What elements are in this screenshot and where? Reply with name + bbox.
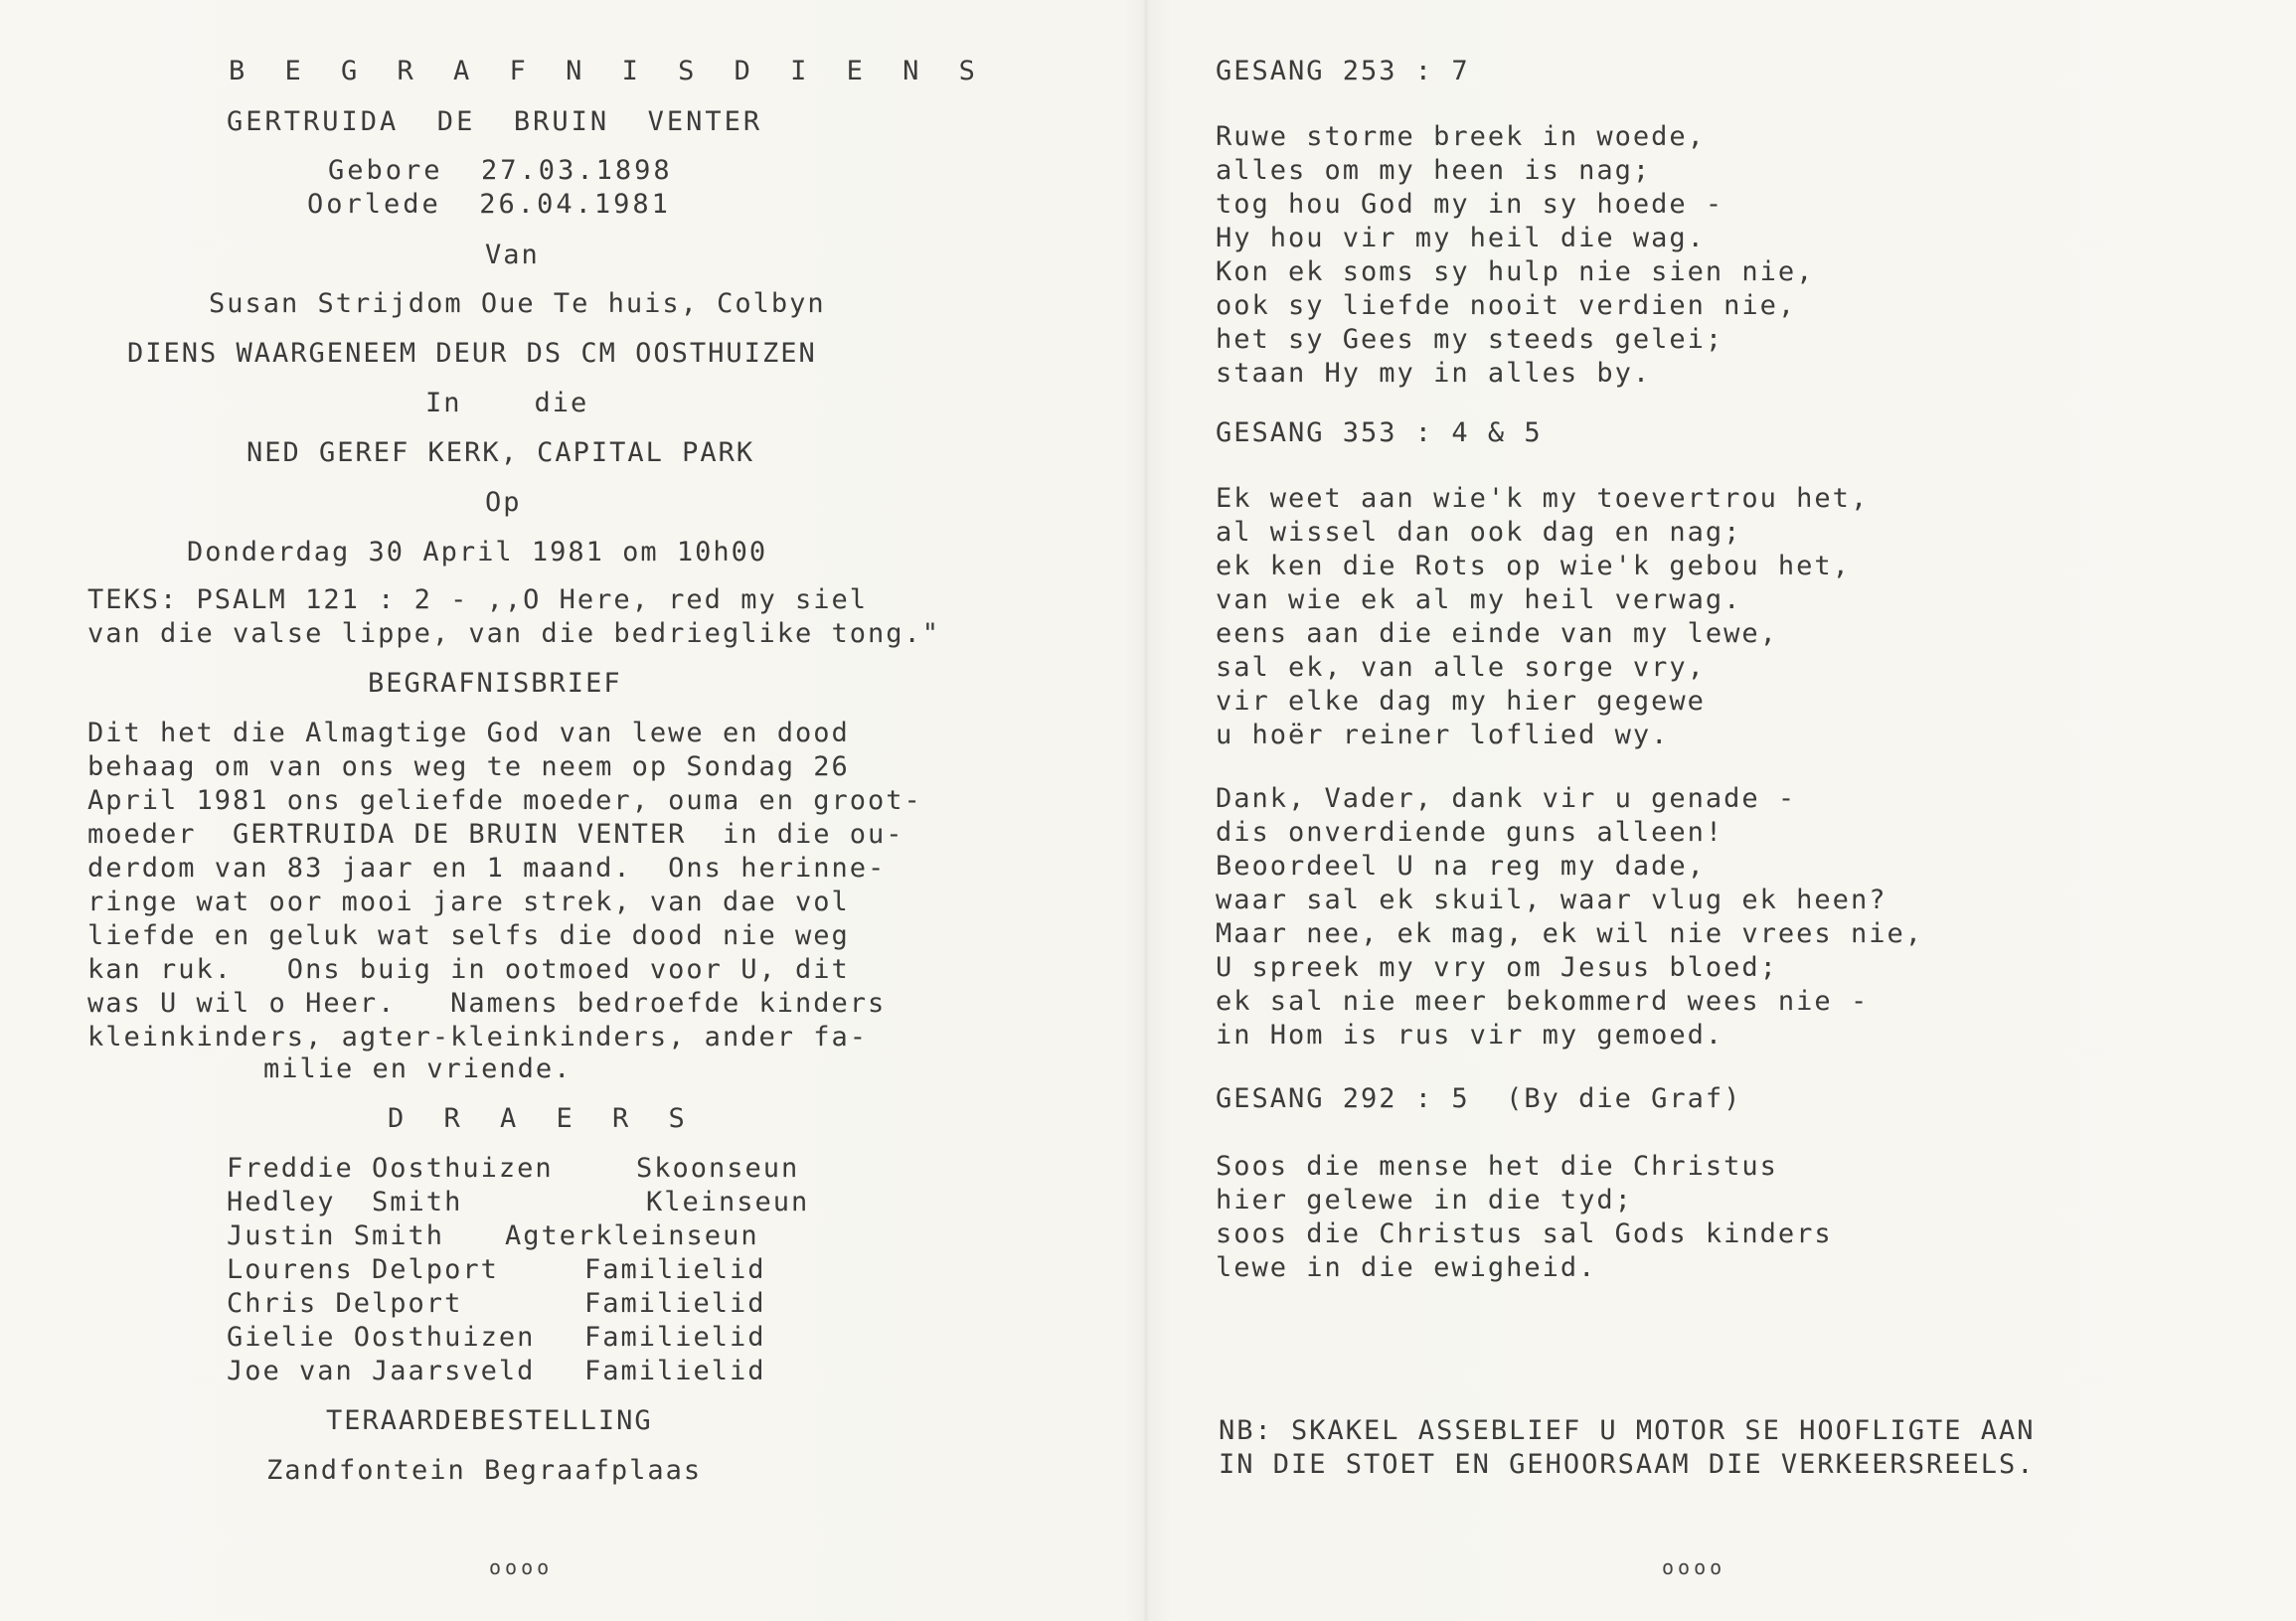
letter-line: liefde en geluk wat selfs die dood nie weg [87,920,850,951]
scripture-line-2: van die valse lippe, van die bedrieglike tong." [87,618,941,649]
letter-heading: BEGRAFNISBRIEF [368,668,622,699]
hymn-line: hier gelewe in die tyd; [1216,1185,1633,1216]
hymn-line: Beoordeel U na reg my dade, [1216,851,1706,882]
bearer-role: Kleinseun [646,1187,810,1217]
hymn-line: alles om my heen is nag; [1216,155,1652,186]
hymn-line: Hy hou vir my heil die wag. [1216,223,1706,253]
hymn-line: tog hou God my in sy hoede - [1216,189,1724,220]
hymn-line: Maar nee, ek mag, ek wil nie vrees nie, [1216,918,1923,949]
service-title: B E G R A F N I S D I E N S [229,56,987,86]
hymn-line: ek sal nie meer bekommerd wees nie - [1216,986,1870,1017]
left-footer-ornament: oooo [489,1555,554,1579]
hymn-line: Soos die mense het die Christus [1216,1151,1778,1182]
letter-line: ringe wat oor mooi jare strek, van dae vol [87,887,850,917]
bearer-name: Joe van Jaarsveld [227,1356,536,1386]
right-footer-ornament: oooo [1662,1555,1726,1579]
hymn-line: in Hom is rus vir my gemoed. [1216,1020,1724,1051]
hymn-2-heading: GESANG 353 : 4 & 5 [1216,417,1543,448]
residence: Susan Strijdom Oue Te huis, Colbyn [209,288,826,319]
burial-heading: TERAARDEBESTELLING [326,1405,653,1436]
hymn-line: u hoër reiner loflied wy. [1216,720,1670,750]
letter-line: kleinkinders, agter-kleinkinders, ander fa- [87,1022,868,1053]
hymn-line: Ek weet aan wie'k my toevertrou het, [1216,483,1870,514]
bearer-name: Lourens Delport [227,1254,499,1285]
notice-line-2: IN DIE STOET EN GEHOORSAAM DIE VERKEERSREELS. [1219,1449,2036,1480]
bearer-name: Gielie Oosthuizen [227,1322,536,1353]
letter-line: moeder GERTRUIDA DE BRUIN VENTER in die ou- [87,819,904,850]
church-name: NED GEREF KERK, CAPITAL PARK [246,437,755,468]
hymn-line: eens aan die einde van my lewe, [1216,618,1778,649]
bearer-role: Familielid [584,1356,766,1386]
hymn-line: ek ken die Rots op wie'k gebou het, [1216,551,1851,581]
cemetery-name: Zandfontein Begraafplaas [266,1455,703,1486]
in-the-label: In die [425,388,589,418]
letter-line: Dit het die Almagtige God van lewe en dood [87,718,850,748]
bearer-role: Agterkleinseun [505,1220,759,1251]
death-date: Oorlede 26.04.1981 [307,189,671,220]
hymn-line: van wie ek al my heil verwag. [1216,584,1742,615]
bearer-name: Justin Smith [227,1220,445,1251]
deceased-name: GERTRUIDA DE BRUIN VENTER [227,106,763,137]
hymn-3-heading: GESANG 292 : 5 (By die Graf) [1216,1083,1742,1114]
notice-line-1: NB: SKAKEL ASSEBLIEF U MOTOR SE HOOFLIGTE AAN [1219,1415,2036,1446]
letter-line: derdom van 83 jaar en 1 maand. Ons herinne- [87,853,887,884]
bearer-role: Familielid [584,1288,766,1319]
hymn-line: dis onverdiende guns alleen! [1216,817,1724,848]
bearers-heading: D R A E R S [388,1103,697,1134]
bearer-name: Chris Delport [227,1288,463,1319]
page-fold [1143,0,1149,1621]
from-label: Van [485,240,540,270]
hymn-line: vir elke dag my hier gegewe [1216,686,1706,717]
scripture-line-1: TEKS: PSALM 121 : 2 - ,,O Here, red my siel [87,584,868,615]
letter-line: kan ruk. Ons buig in ootmoed voor U, dit [87,954,850,985]
hymn-line: sal ek, van alle sorge vry, [1216,652,1706,683]
hymn-line: U spreek my vry om Jesus bloed; [1216,952,1778,983]
bearer-role: Familielid [584,1322,766,1353]
hymn-line: ook sy liefde nooit verdien nie, [1216,290,1797,321]
hymn-line: het sy Gees my steeds gelei; [1216,324,1724,355]
hymn-line: staan Hy my in alles by. [1216,358,1652,389]
letter-line: milie en vriende. [263,1054,573,1084]
officiant: DIENS WAARGENEEM DEUR DS CM OOSTHUIZEN [127,338,817,369]
bearer-name: Freddie Oosthuizen [227,1153,554,1184]
bearer-role: Familielid [584,1254,766,1285]
letter-line: was U wil o Heer. Namens bedroefde kinders [87,988,887,1019]
bearer-role: Skoonseun [636,1153,800,1184]
hymn-line: Kon ek soms sy hulp nie sien nie, [1216,256,1815,287]
letter-line: behaag om van ons weg te neem op Sondag 26 [87,751,850,782]
hymn-line: waar sal ek skuil, waar vlug ek heen? [1216,885,1887,915]
hymn-line: lewe in die ewigheid. [1216,1252,1597,1283]
birth-date: Gebore 27.03.1898 [328,155,673,186]
hymn-line: Dank, Vader, dank vir u genade - [1216,783,1797,814]
service-date: Donderdag 30 April 1981 om 10h00 [187,537,768,567]
bearer-name: Hedley Smith [227,1187,463,1217]
hymn-line: al wissel dan ook dag en nag; [1216,517,1742,548]
hymn-line: Ruwe storme breek in woede, [1216,121,1706,152]
on-label: Op [485,487,522,518]
hymn-1-heading: GESANG 253 : 7 [1216,56,1470,86]
letter-line: April 1981 ons geliefde moeder, ouma en groot- [87,785,922,816]
hymn-line: soos die Christus sal Gods kinders [1216,1218,1833,1249]
